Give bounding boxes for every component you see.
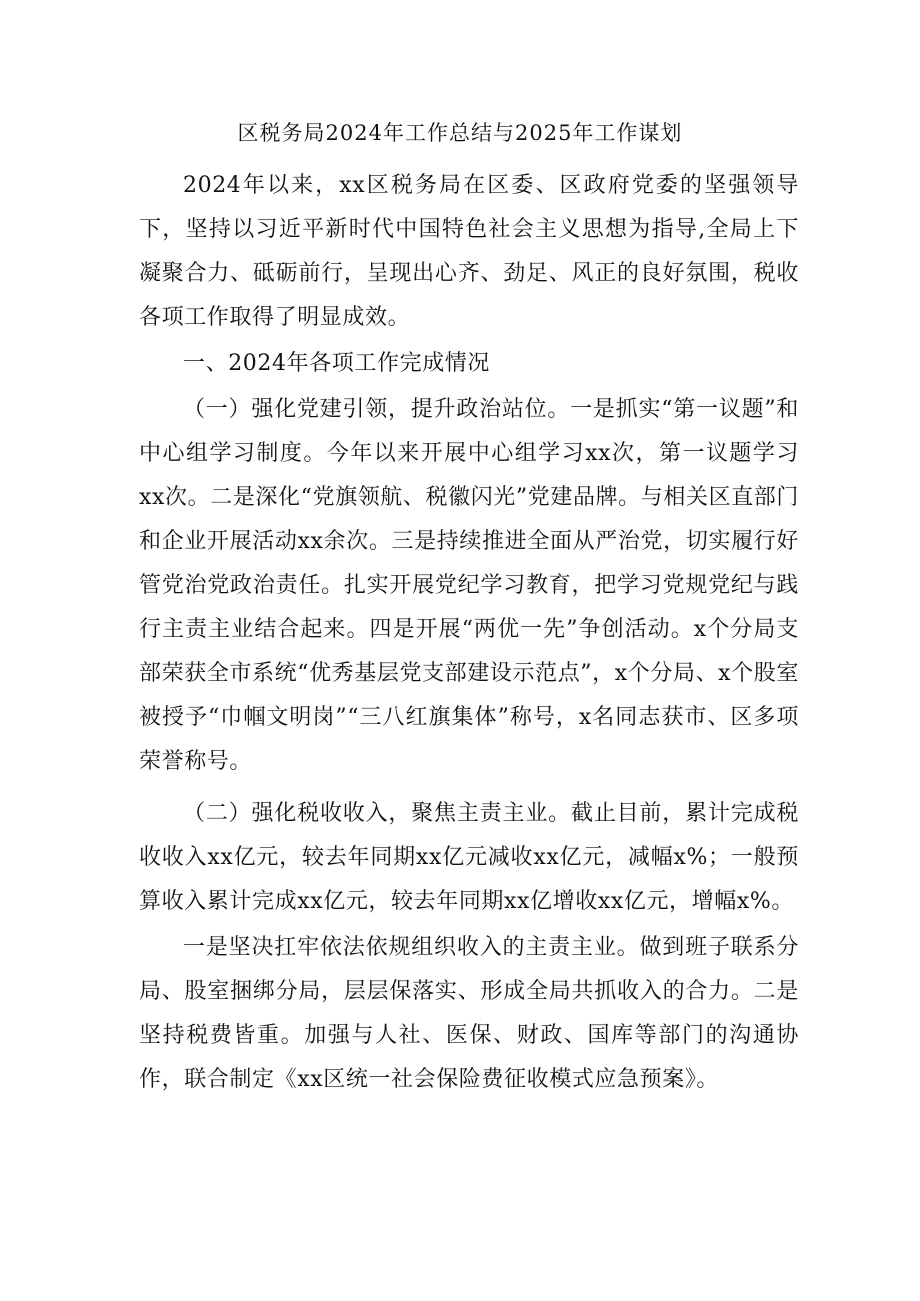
revenue-detail-paragraph: 一是坚决扛牢依法依规组织收入的主责主业。做到班子联系分局、股室捆绑分局，层层保落实、形成全局共抓收入的合力。二是坚持税费皆重。加强与人社、医保、财政、国库等部门的沟通协作，联合制定《xx区统一社会保险费征收模式应急预案》。	[139, 935, 799, 1092]
document-title: 区税务局2024年工作总结与2025年工作谋划	[237, 121, 683, 145]
subsection-paragraph-1: （一）强化党建引领，提升政治站位。一是抓实“第一议题”和中心组学习制度。今年以来开展中心组学习xx次，第一议题学习xx次。二是深化“党旗领航、税徽闪光”党建品牌。与相关区直部门和企业开展活动xx余次。三是持续推进全面从严治党，切实履行好管党治党政治责任。扎实开展党纪学习教育，把学习党规党纪与践行主责主业结合起来。四是开展“两优一先”争创活动。x个分局支部荣获全市系统“优秀基层党支部建设示范点”，x个分局、x个股室被授予“巾帼文明岗”“三八红旗集体”称号，x名同志获市、区多项荣誉称号。	[139, 397, 799, 774]
document-body	[139, 164, 799, 1102]
section-heading-1: 一、2024年各项工作完成情况	[183, 351, 490, 376]
intro-paragraph: 2024年以来，xx区税务局在区委、区政府党委的坚强领导下，坚持以习近平新时代中国特色社会主义思想为指导,全局上下凝聚合力、砥砺前行，呈现出心齐、劲足、风正的良好氛围，税收各项工作取得了明显成效。	[139, 173, 799, 330]
subsection-paragraph-2: （二）强化税收收入，聚焦主责主业。截止目前，累计完成税收收入xx亿元，较去年同期xx亿元减收xx亿元，减幅x%；一般预算收入累计完成xx亿元，较去年同期xx亿增收xx亿元，增幅x%。	[139, 801, 799, 914]
